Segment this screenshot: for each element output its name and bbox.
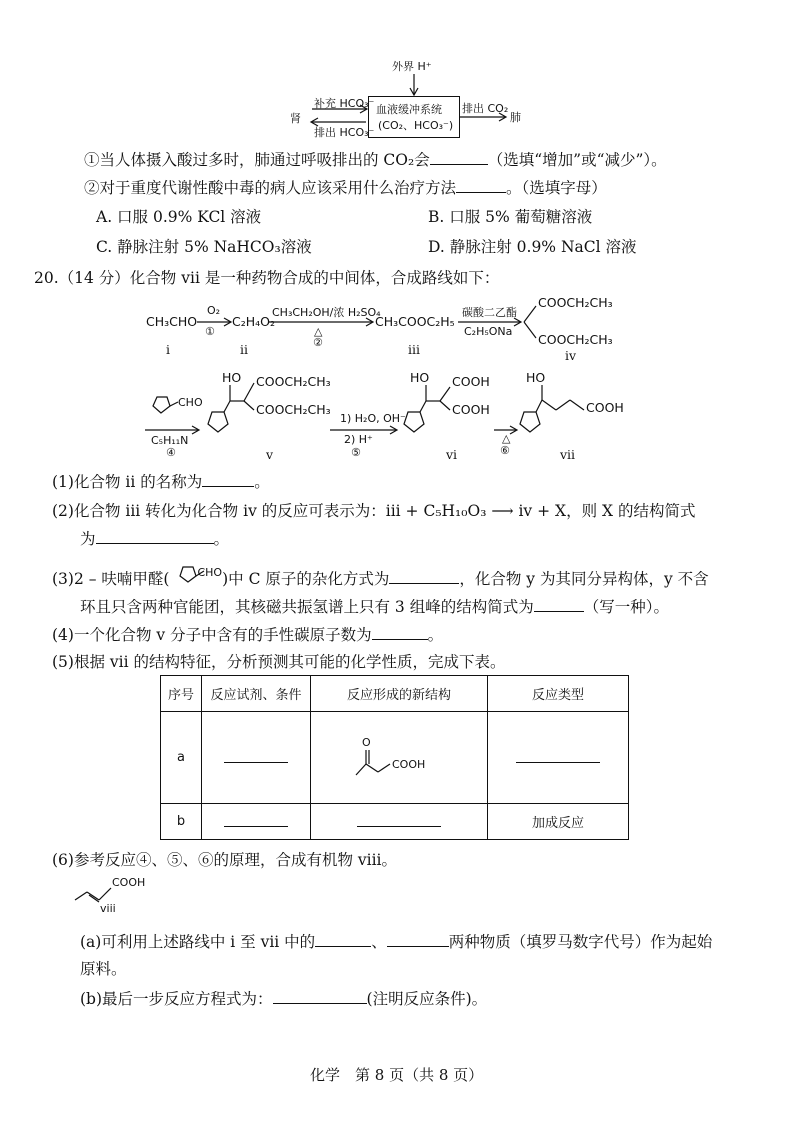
- q20-sub3-line1: (3)2 – 呋喃甲醛( $^{CHO}$)中 C 原子的杂化方式为 ，化合物 y 为其同分异构体，y 不含: [52, 566, 709, 588]
- q19-part2: ②对于重度代谢性酸中毒的病人应该采用什么治疗方法 。（选填字母）: [84, 179, 607, 197]
- step2-reagent: CH₃CH₂OH/浓 H₂SO₄: [272, 306, 381, 319]
- q19-option-d: D. 静脉注射 0.9% NaCl 溶液: [428, 238, 637, 256]
- cmpd-iii-formula: CH₃COOC₂H₅: [375, 314, 455, 329]
- step2-delta: △: [314, 325, 323, 338]
- answer-blank[interactable]: [357, 812, 441, 827]
- answer-blank[interactable]: [456, 178, 506, 193]
- page-footer: 化学 第 8 页（共 8 页）: [310, 1066, 484, 1084]
- struct-a-cooh: COOH: [392, 758, 426, 771]
- step1-reagent: O₂: [207, 304, 221, 317]
- furan-ring-vi: [404, 412, 424, 432]
- step6-number: ⑥: [500, 444, 510, 457]
- diagram-supply: 补充 HCO₃⁻: [314, 97, 375, 110]
- q20-sub6: (6)参考反应④、⑤、⑥的原理，合成有机物 viii。: [52, 851, 398, 869]
- cmpd-v-top: COOCH₂CH₃: [256, 374, 331, 389]
- cmpd-vii-ho: HO: [526, 370, 546, 385]
- q19-option-a: A. 口服 0.9% KCl 溶液: [96, 208, 262, 226]
- step4-reagent: C₅H₁₁N: [151, 434, 189, 447]
- cmpd-vi-ho: HO: [410, 370, 430, 385]
- cmpd-v-bottom: COOCH₂CH₃: [256, 402, 331, 417]
- answer-blank[interactable]: [387, 932, 449, 947]
- answer-blank[interactable]: [430, 150, 488, 165]
- q20-sub3-line2: 环且只含两种官能团，其核磁共振氢谱上只有 3 组峰的结构简式为 （写一种）。: [80, 598, 669, 616]
- table-row: [161, 804, 629, 840]
- cmpd-vi-top: COOH: [452, 374, 490, 389]
- q19-option-c: C. 静脉注射 5% NaHCO₃溶液: [96, 238, 312, 256]
- label-v: v: [266, 447, 274, 462]
- diagram-excrete: 排出 HCO₃⁻: [314, 126, 375, 139]
- diagram-ext-acid: 外界 H⁺: [392, 60, 432, 73]
- q19-part1: ①当人体摄入酸过多时，肺通过呼吸排出的 CO₂会 （选填“增加”或“减少”）。: [84, 151, 667, 169]
- cmpd-i-formula: CH₃CHO: [146, 314, 198, 329]
- label-i: i: [166, 342, 170, 357]
- q20-sub6a-cont: 原料。: [80, 960, 127, 978]
- row-a-reagent: [202, 712, 311, 804]
- furfural-cho: CHO: [178, 396, 203, 409]
- th-type: 反应类型: [488, 676, 629, 712]
- step2-number: ②: [313, 336, 323, 349]
- answer-blank[interactable]: [516, 748, 600, 763]
- answer-blank[interactable]: [202, 472, 254, 487]
- step5-number: ⑤: [351, 446, 361, 459]
- iv-bond-bot: [524, 322, 536, 338]
- answer-blank[interactable]: [389, 569, 459, 584]
- q20-sub4: (4)一个化合物 v 分子中含有的手性碳原子数为 。: [52, 626, 444, 644]
- step5-reagent1: 1) H₂O, OH⁻: [340, 412, 406, 425]
- table-header-row: [161, 676, 629, 712]
- diagram-exhale: 排出 CO₂: [462, 102, 509, 115]
- diagram-buffer-title: 血液缓冲系统: [376, 103, 442, 116]
- q20-title: 20.（14 分）化合物 vii 是一种药物合成的中间体，合成路线如下：: [34, 269, 500, 287]
- answer-blank[interactable]: [273, 989, 367, 1004]
- q20-sub2: (2)化合物 iii 转化为化合物 iv 的反应可表示为：iii + C₅H₁₀O₃ ⟶ iv + X，则 X 的结构简式: [52, 502, 696, 520]
- viii-cooh: COOH: [112, 876, 146, 889]
- furan-ring-vii: [520, 412, 540, 432]
- furan-ring-reagent: [153, 397, 170, 413]
- label-iv: iv: [565, 348, 577, 363]
- cmpd-vi-bottom: COOH: [452, 402, 490, 417]
- furan-ring-v: [208, 412, 228, 432]
- iv-bond-top: [524, 306, 536, 322]
- step6-delta: △: [502, 432, 511, 445]
- viii-bond1: [75, 892, 87, 900]
- answer-blank[interactable]: [96, 529, 214, 544]
- step5-reagent2: 2) H⁺: [344, 433, 373, 446]
- viii-label: viii: [100, 902, 116, 915]
- answer-blank[interactable]: [372, 625, 428, 640]
- label-ii: ii: [240, 342, 248, 357]
- q20-sub2-cont: 为 。: [80, 530, 230, 548]
- step4-number: ④: [166, 446, 176, 459]
- label-vii: vii: [560, 447, 576, 462]
- row-b-index: b: [161, 804, 202, 840]
- th-structure: 反应形成的新结构: [311, 676, 488, 712]
- label-iii: iii: [408, 342, 420, 357]
- cmpd-v-ho: HO: [222, 370, 242, 385]
- cmpd-iv-top: COOCH₂CH₃: [538, 295, 613, 310]
- th-reagent: 反应试剂、条件: [202, 676, 311, 712]
- answer-blank[interactable]: [534, 597, 584, 612]
- q19-option-b: B. 口服 5% 葡萄糖溶液: [428, 208, 593, 226]
- answer-blank[interactable]: [315, 932, 371, 947]
- cmpd-vii-cooh: COOH: [586, 400, 624, 415]
- row-b-type: 加成反应: [488, 804, 629, 840]
- step3-base: C₂H₅ONa: [464, 325, 513, 338]
- answer-blank[interactable]: [224, 812, 288, 827]
- struct-a-oxygen: O: [362, 736, 371, 749]
- row-a-type: [488, 712, 629, 804]
- q20-sub5: (5)根据 vii 的结构特征，分析预测其可能的化学性质，完成下表。: [52, 653, 506, 671]
- th-index: 序号: [161, 676, 202, 712]
- answer-blank[interactable]: [224, 748, 288, 763]
- row-b-structure: [311, 804, 488, 840]
- q20-sub6b: (b)最后一步反应方程式为： (注明反应条件)。: [80, 990, 488, 1008]
- diagram-kidney: 肾: [290, 112, 301, 125]
- label-vi: vi: [446, 447, 458, 462]
- cmpd-ii-formula: C₂H₄O₂: [232, 314, 275, 329]
- row-a-index: a: [161, 712, 202, 804]
- step1-number: ①: [205, 325, 215, 338]
- diagram-lung: 肺: [510, 111, 521, 124]
- q20-sub1: (1)化合物 ii 的名称为 。: [52, 473, 270, 491]
- cmpd-iv-bottom: COOCH₂CH₃: [538, 332, 613, 347]
- q20-sub6a: (a)可利用上述路线中 i 至 vii 中的 、 两种物质（填罗马数字代号）作为起始: [80, 933, 713, 951]
- diagram-buffer-sub: (CO₂、HCO₃⁻): [378, 119, 454, 132]
- row-b-reagent: [202, 804, 311, 840]
- step3-reagent: 碳酸二乙酯: [462, 306, 517, 319]
